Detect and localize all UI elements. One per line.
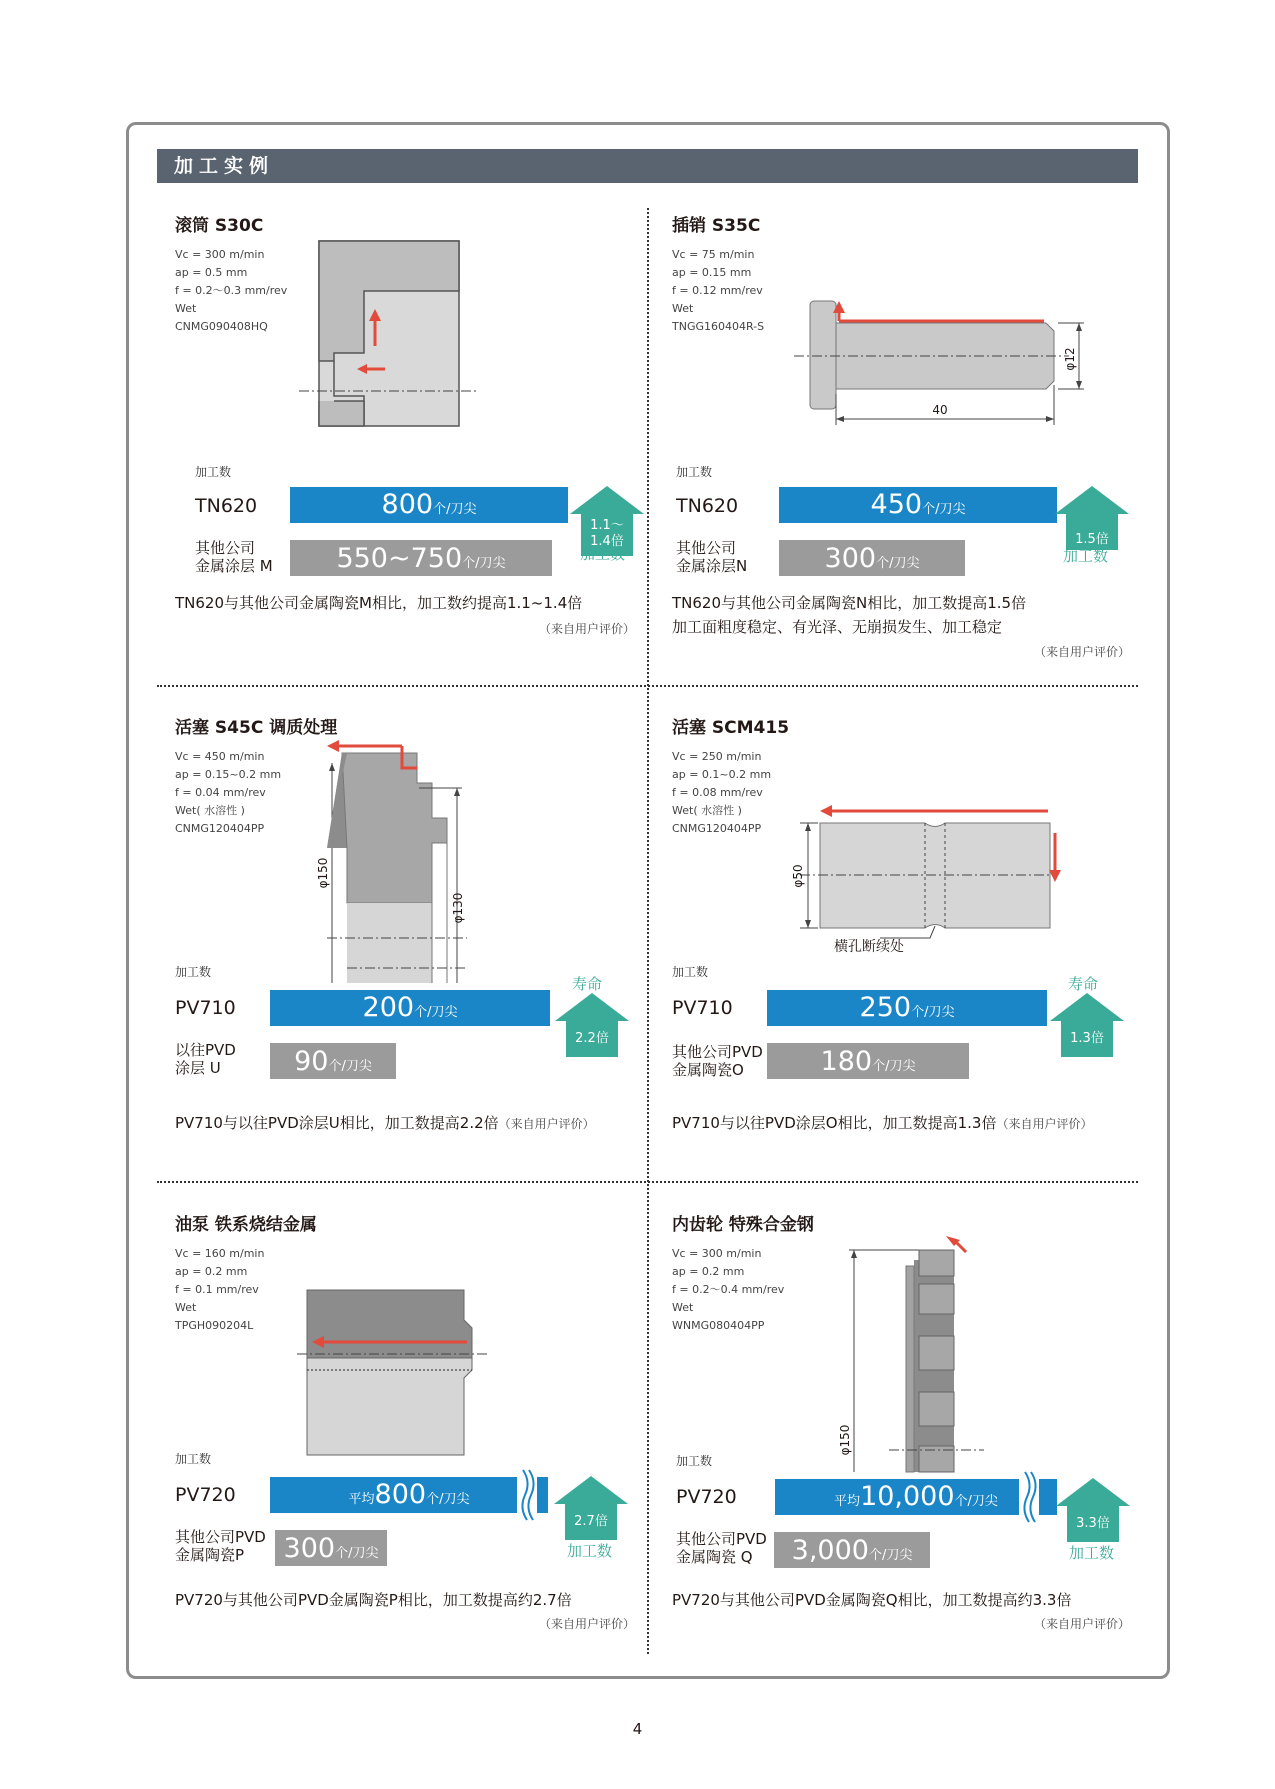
arrow-label: 加工数 (1069, 1544, 1115, 1562)
page-number: 4 (632, 1720, 643, 1738)
tool-name: PV710 (175, 997, 236, 1019)
param-coolant: Wet( 水溶性 ) (672, 804, 742, 817)
dimension-length: 40 (932, 403, 948, 417)
unit-label: 个/刀尖 (433, 502, 477, 517)
competitor-line: 金属陶瓷 Q (676, 1548, 753, 1566)
unit-label: 个/刀尖 (954, 1494, 998, 1509)
break-wave-icon (517, 1468, 537, 1522)
bar-primary (270, 990, 550, 1026)
workpiece-diagram (319, 241, 479, 456)
bar-primary (779, 487, 1057, 523)
dimension-diameter: φ50 (791, 864, 805, 888)
arrow-label: 加工数 (1063, 547, 1109, 565)
value-competitor: 300 (824, 543, 877, 574)
value-primary: 800 (381, 489, 434, 520)
param-vc: Vc = 450 m/min (175, 750, 265, 763)
count-label: 加工数 (676, 465, 713, 479)
param-insert: TPGH090204L (175, 1319, 254, 1332)
param-f: f = 0.08 mm/rev (672, 786, 763, 799)
param-coolant: Wet (672, 302, 694, 315)
param-coolant: Wet (175, 302, 197, 315)
competitor-line: 金属陶瓷O (672, 1061, 744, 1079)
competitor-line: 金属涂层 M (195, 557, 273, 575)
bar-competitor (290, 540, 552, 576)
param-f: f = 0.12 mm/rev (672, 284, 763, 297)
value-competitor: 3,000 (791, 1535, 869, 1566)
competitor-line: 其他公司 (676, 539, 737, 557)
count-label: 加工数 (195, 465, 232, 479)
bar-competitor (767, 1043, 969, 1079)
dimension-diameter: φ130 (451, 892, 465, 924)
value-primary: 10,000 (860, 1481, 955, 1512)
improvement-arrow-icon (1056, 1478, 1130, 1542)
workpiece-diagram (780, 798, 1050, 968)
source-note: （来自用户评价） (539, 1617, 636, 1631)
note-line: 加工面粗度稳定、有光泽、无崩损发生、加工稳定 (672, 618, 1003, 636)
break-wave-icon (1019, 1470, 1039, 1524)
result-note: PV720与其他公司PVD金属陶瓷P相比，加工数提高约2.7倍 (175, 1591, 572, 1609)
competitor-line: 其他公司PVD (676, 1530, 767, 1548)
result-note (672, 591, 1026, 639)
bar-primary (290, 487, 568, 523)
unit-label: 个/刀尖 (868, 1548, 913, 1563)
ratio-line: 1.4倍 (590, 534, 624, 549)
unit-label: 个/刀尖 (462, 556, 506, 571)
competitor-name (676, 539, 747, 575)
case-pin-s35c (654, 211, 1144, 691)
param-insert: CNMG120404PP (672, 822, 762, 835)
source-note: （来自用户评价） (1034, 1617, 1131, 1631)
cutting-params (672, 246, 764, 336)
unit-label: 个/刀尖 (911, 1005, 955, 1020)
arrow-label: 寿命 (1068, 975, 1099, 993)
arrow-label: 加工数 (580, 545, 626, 563)
case-title: 活塞 SCM415 (672, 718, 790, 738)
average-prefix: 平均 (348, 1492, 375, 1507)
workpiece-diagram (794, 301, 1084, 441)
case-internal-gear (654, 1210, 1144, 1690)
case-title: 滚筒 S30C (175, 216, 264, 236)
count-label: 加工数 (672, 965, 709, 979)
tool-name: TN620 (195, 495, 258, 517)
value-competitor: 300 (283, 1533, 336, 1564)
ratio-value: 1.5倍 (1066, 514, 1118, 550)
unit-label: 个/刀尖 (922, 502, 966, 517)
param-f: f = 0.2～0.3 mm/rev (175, 284, 288, 297)
unit-label: 个/刀尖 (335, 1546, 379, 1561)
competitor-line: 其他公司PVD (672, 1043, 763, 1061)
value-competitor: 550~750 (336, 543, 463, 574)
result-note: TN620与其他公司金属陶瓷M相比，加工数约提高1.1~1.4倍 (175, 594, 583, 612)
competitor-line: 其他公司PVD (175, 1528, 266, 1546)
competitor-line: 金属涂层N (676, 557, 748, 575)
cutting-params (672, 748, 771, 838)
ratio-value: 1.3倍 (1061, 1021, 1113, 1057)
value-primary: 800 (374, 1479, 427, 1510)
source-note: （来自用户评价） (1034, 645, 1131, 659)
result-note (175, 1111, 595, 1136)
average-prefix: 平均 (834, 1494, 861, 1509)
vertical-divider (647, 208, 649, 1654)
competitor-line: 金属陶瓷P (175, 1546, 245, 1564)
competitor-name (195, 539, 273, 575)
param-vc: Vc = 75 m/min (672, 248, 755, 261)
unit-label: 个/刀尖 (414, 1005, 458, 1020)
bar-competitor (270, 1043, 396, 1079)
improvement-arrow-icon (1050, 993, 1124, 1057)
section-title: 加工实例 (157, 149, 1138, 183)
improvement-arrow-icon (555, 993, 629, 1057)
tool-name: PV720 (676, 1486, 737, 1508)
cutting-params (175, 1245, 264, 1335)
workpiece-diagram (307, 743, 537, 983)
workpiece-diagram (307, 1290, 497, 1465)
tool-name: PV720 (175, 1484, 236, 1506)
cross-hole-callout: 横孔断续处 (834, 939, 904, 955)
param-vc: Vc = 250 m/min (672, 750, 762, 763)
param-coolant: Wet (672, 1301, 694, 1314)
cutting-params (175, 246, 287, 336)
dimension-diameter: φ150 (838, 1424, 852, 1456)
cutting-params (175, 748, 281, 838)
bar-competitor (275, 1530, 387, 1566)
param-insert: CNMG090408HQ (175, 320, 268, 333)
case-oil-pump (157, 1210, 647, 1690)
count-label: 加工数 (175, 1452, 212, 1466)
competitor-name (676, 1530, 767, 1566)
value-competitor: 180 (820, 1046, 873, 1077)
param-f: f = 0.1 mm/rev (175, 1283, 259, 1296)
bar-primary (775, 1479, 1057, 1515)
arrow-label: 加工数 (567, 1542, 613, 1560)
dimension-diameter: φ150 (316, 857, 330, 889)
tool-name: TN620 (676, 495, 739, 517)
param-coolant: Wet( 水溶性 ) (175, 804, 245, 817)
case-title: 活塞 S45C 调质处理 (175, 718, 338, 738)
competitor-line: 其他公司 (195, 539, 256, 557)
param-ap: ap = 0.1~0.2 mm (672, 768, 772, 781)
value-competitor: 90 (294, 1046, 329, 1077)
bar-competitor (779, 540, 965, 576)
case-piston-s45c (157, 713, 647, 1193)
bar-competitor (774, 1532, 930, 1568)
source-note: （来自用户评价） (539, 622, 636, 636)
competitor-line: 涂层 U (175, 1059, 221, 1077)
improvement-arrow-icon (1055, 486, 1129, 550)
result-note (672, 1111, 1092, 1136)
cutting-params (672, 1245, 784, 1335)
param-vc: Vc = 300 m/min (672, 1247, 762, 1260)
value-primary: 200 (362, 992, 415, 1023)
ratio-value: 3.3倍 (1067, 1506, 1119, 1542)
param-insert: TNGG160404R-S (672, 320, 765, 333)
competitor-name (672, 1043, 763, 1079)
note-line: PV710与以往PVD涂层O相比，加工数提高1.3倍 (672, 1114, 997, 1132)
note-line: PV710与以往PVD涂层U相比，加工数提高2.2倍 (175, 1114, 499, 1132)
value-primary: 450 (870, 489, 923, 520)
improvement-arrow-icon (554, 1476, 628, 1540)
unit-label: 个/刀尖 (426, 1492, 470, 1507)
param-vc: Vc = 300 m/min (175, 248, 265, 261)
unit-label: 个/刀尖 (872, 1059, 916, 1074)
value-primary: 250 (859, 992, 912, 1023)
param-vc: Vc = 160 m/min (175, 1247, 265, 1260)
dimension-diameter: φ12 (1063, 347, 1077, 371)
param-ap: ap = 0.5 mm (175, 266, 248, 279)
note-line: TN620与其他公司金属陶瓷N相比，加工数提高1.5倍 (672, 594, 1027, 612)
source-note: （来自用户评价） (498, 1117, 595, 1131)
param-ap: ap = 0.15 mm (672, 266, 752, 279)
ratio-line: 1.1～ (590, 518, 624, 533)
unit-label: 个/刀尖 (876, 556, 920, 571)
competitor-name (175, 1041, 236, 1077)
workpiece-diagram (838, 1240, 1014, 1470)
bar-primary (767, 990, 1047, 1026)
count-label: 加工数 (175, 965, 212, 979)
bar-primary (270, 1477, 548, 1513)
case-roller-s30c (157, 211, 647, 691)
competitor-name (175, 1528, 266, 1564)
param-f: f = 0.04 mm/rev (175, 786, 266, 799)
param-coolant: Wet (175, 1301, 197, 1314)
param-ap: ap = 0.2 mm (175, 1265, 248, 1278)
count-label: 加工数 (676, 1454, 713, 1468)
competitor-line: 以往PVD (175, 1041, 236, 1059)
case-title: 内齿轮 特殊合金钢 (672, 1215, 814, 1235)
source-note: （来自用户评价） (996, 1117, 1093, 1131)
arrow-label: 寿命 (572, 975, 603, 993)
tool-name: PV710 (672, 997, 733, 1019)
param-ap: ap = 0.2 mm (672, 1265, 745, 1278)
param-ap: ap = 0.15~0.2 mm (175, 768, 282, 781)
param-insert: CNMG120404PP (175, 822, 265, 835)
param-insert: WNMG080404PP (672, 1319, 765, 1332)
param-f: f = 0.2～0.4 mm/rev (672, 1283, 785, 1296)
result-note: PV720与其他公司PVD金属陶瓷Q相比，加工数提高约3.3倍 (672, 1591, 1072, 1609)
case-piston-scm415 (654, 713, 1144, 1193)
case-title: 油泵 铁系烧结金属 (175, 1215, 317, 1235)
ratio-value: 2.2倍 (566, 1021, 618, 1057)
unit-label: 个/刀尖 (328, 1059, 372, 1074)
case-title: 插销 S35C (672, 216, 761, 236)
ratio-value: 2.7倍 (565, 1504, 617, 1540)
